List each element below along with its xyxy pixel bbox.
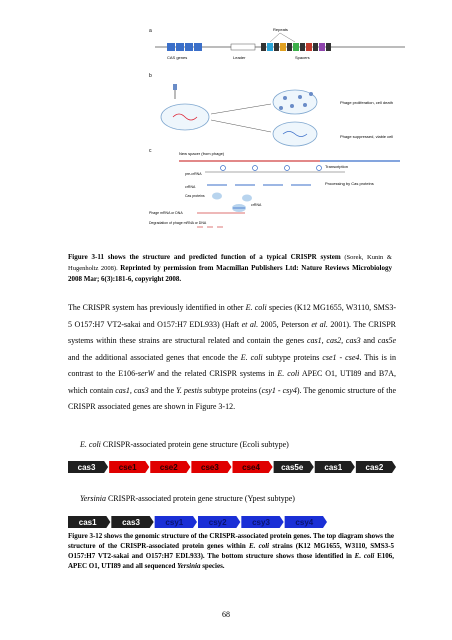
pre-crrna-label: pre-crRNA bbox=[185, 172, 202, 176]
repeat-spacer-array bbox=[261, 43, 331, 51]
repeats-label: Repeats bbox=[273, 27, 288, 32]
target-label: Phage mRNA or DNA bbox=[149, 211, 183, 215]
gene-label-csy3: csy3 bbox=[252, 518, 270, 527]
panel-b-label: b bbox=[149, 73, 152, 79]
yersinia-gene-diagram bbox=[68, 515, 328, 529]
phage-proliferation-label: Phage proliferation, cell death bbox=[340, 100, 393, 105]
body-paragraph: The CRISPR system has previously identified in other E. coli species (K12 MG1655, W3110, SMS3-5 O157:H7 VT2-sakai and O157:H7 EDL933) (Haft et al. 2005, Peterson et al. 2001). The CRISPR systems within these strains are structural related and contain the genes cas1, cas2, cas3 and cas5e and the additional associated genes that encode the E. coli subtype proteins cse1 - cse4. This is in contrast to the E106-serW and the related CRISPR systems in E. coli APEC O1, UTI89 and B7A, which contain cas1, cas3 and the Y. pestis subtype proteins (csy1 - csy4). The genomic structure of the CRISPR associated genes are shown in Figure 3-12. bbox=[68, 303, 397, 411]
degradation-label: Degradation of phage mRNA or DNA bbox=[149, 221, 207, 225]
yersinia-structure-label: Yersinia CRISPR-associated protein gene structure (Ypest subtype) bbox=[80, 494, 295, 503]
figure-3-11-caption bbox=[68, 252, 392, 285]
transcription-label: Transcription bbox=[325, 164, 348, 169]
panel-a-label: a bbox=[149, 28, 152, 34]
crrna-small-label: crRNA bbox=[251, 203, 262, 207]
spacers-label: Spacers bbox=[295, 55, 310, 60]
cas-proteins-label: Cas proteins bbox=[185, 194, 205, 198]
gene-label-cas3: cas3 bbox=[122, 518, 140, 527]
cas-protein-complex bbox=[212, 193, 252, 213]
gene-label-cse3: cse3 bbox=[201, 463, 219, 472]
crrna-label: crRNA bbox=[185, 185, 196, 189]
caption-source: (Sorek, Kunin & Hugenholtz 2008). bbox=[68, 254, 392, 272]
caption-lead: Figure 3-11 shows the structure and predicted function of a typical CRISPR system bbox=[68, 253, 341, 261]
new-spacer-label: New spacer (from phage) bbox=[179, 151, 225, 156]
gene-label-cas2: cas2 bbox=[365, 463, 384, 472]
gene-label-cse4: cse4 bbox=[242, 463, 260, 472]
ecoli-gene-diagram bbox=[68, 460, 397, 474]
phage-proliferation-cell bbox=[273, 90, 317, 114]
phage-infection-icon bbox=[161, 84, 209, 130]
gene-label-cas1: cas1 bbox=[324, 463, 343, 472]
figure-3-11 bbox=[145, 22, 415, 232]
phage-suppressed-label: Phage suppressed, viable cell bbox=[340, 134, 394, 139]
ecoli-structure-label: E. coli CRISPR-associated protein gene structure (Ecoli subtype) bbox=[80, 440, 289, 449]
cas-genes-label: CAS genes bbox=[167, 55, 188, 60]
gene-label-cas1: cas1 bbox=[78, 518, 97, 527]
figure-3-12-caption: Figure 3-12 shows the genomic structure of the CRISPR-associated protein genes. The top diagram shows the structure of the CRISPR-associated protein genes within E. coli strains (K12 MG1655, W3110, SMS3-5 O157:H7 VT2-sakai and O157:H7 EDL933). The bottom structure shows those identified in E. coli E106, APEC O1, UTI89 and all sequenced Yersinia species. bbox=[68, 532, 395, 570]
leader-label: Leader bbox=[233, 55, 246, 60]
gene-label-cas3: cas3 bbox=[77, 463, 96, 472]
gene-label-csy2: csy2 bbox=[208, 518, 227, 527]
gene-label-cse2: cse2 bbox=[159, 463, 178, 472]
gene-label-cse1: cse1 bbox=[118, 463, 137, 472]
gene-label-csy1: csy1 bbox=[165, 518, 184, 527]
panel-c-label: c bbox=[149, 148, 152, 154]
viable-cell bbox=[273, 122, 317, 146]
ecoli-gene-row bbox=[68, 460, 397, 474]
page-number: 68 bbox=[222, 610, 230, 619]
gene-label-cas5e: cas5e bbox=[281, 463, 304, 472]
caption-permission: Reprinted by permission from Macmillan Publishers Ltd: Nature Reviews Microbiology 2008 Mar; 6(3):181-6, copyright 2008. bbox=[68, 264, 392, 283]
processing-label: Processing by Cas proteins bbox=[325, 181, 374, 186]
crispr-transcript-hairpins bbox=[205, 166, 345, 173]
gene-label-csy4: csy4 bbox=[295, 518, 314, 527]
yersinia-gene-row bbox=[68, 515, 328, 529]
